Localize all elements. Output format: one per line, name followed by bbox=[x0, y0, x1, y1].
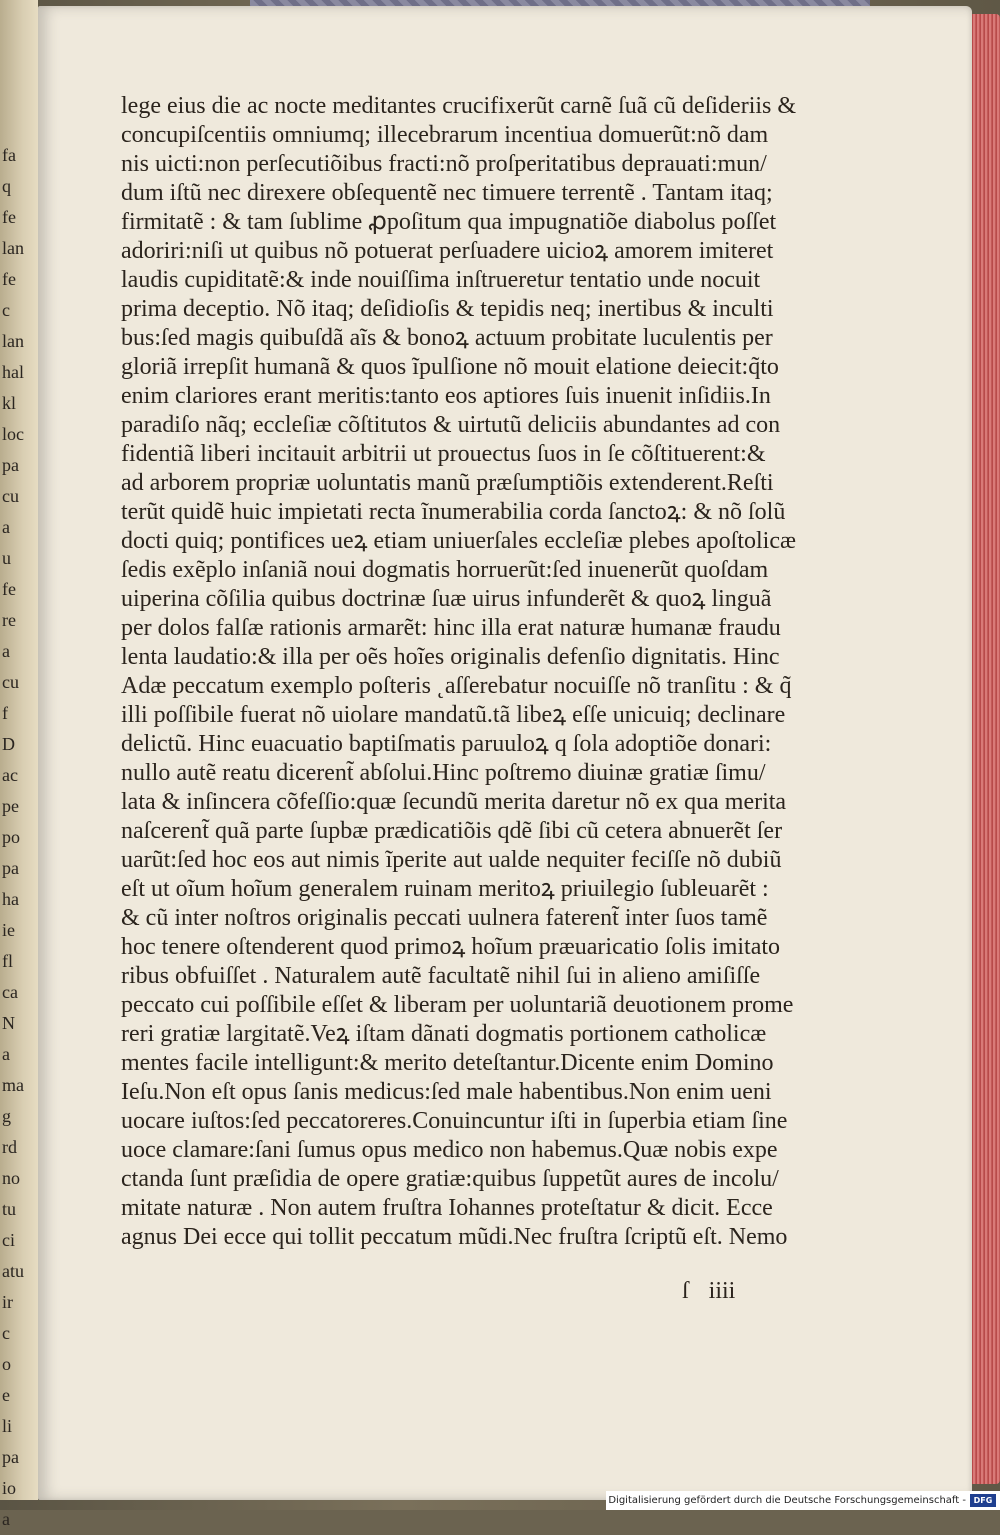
text-line: nullo autẽ reatu dicerent̃ abſolui.Hinc poſtremo diuinæ gratiæ ſimu/ bbox=[121, 760, 766, 786]
text-line: reri gratiæ largitatẽ.Veꝝ iſtam dãnati dogmatis portionem catholicæ bbox=[121, 1021, 767, 1047]
text-line: agnus Dei ecce qui tollit peccatum mũdi.Nec fruſtra ſcriptũ eſt. Nemo bbox=[121, 1224, 788, 1250]
text-line: & cũ inter noſtros originalis peccati uulnera faterent̃ inter ſuos tamẽ bbox=[121, 905, 768, 931]
previous-page-fragment: no bbox=[2, 1168, 20, 1188]
previous-page-fragment: a bbox=[2, 1044, 10, 1064]
text-line: uarũt:ſed hoc eos aut nimis ĩperite aut ualde nequiter feciſſe nõ dubiũ bbox=[121, 847, 782, 873]
previous-page-fragment: cu bbox=[2, 486, 19, 506]
text-line: Ieſu.Non eſt opus ſanis medicus:ſed male habentibus.Non enim ueni bbox=[121, 1079, 772, 1105]
previous-page-fragment: cu bbox=[2, 672, 19, 692]
text-line: prima deceptio. Nõ itaq; deſidioſis & tepidis neq; inertibus & inculti bbox=[121, 296, 774, 322]
previous-page-fragment: a bbox=[2, 517, 10, 537]
text-line: nis uicti:non perſecutiõibus fracti:nõ proſperitatibus deprauati:mun/ bbox=[121, 151, 767, 177]
previous-page-fragment: c bbox=[2, 300, 10, 320]
previous-page-fragment: hal bbox=[2, 362, 24, 382]
previous-page-fragment: fa bbox=[2, 145, 16, 165]
text-line: lata & inſincera cõfeſſio:quæ ſecundũ merita daretur nõ ex qua merita bbox=[121, 789, 787, 815]
previous-page-fragment: pa bbox=[2, 455, 19, 475]
text-line: terũt quidẽ huic impietati recta ĩnumerabilia corda ſanctoꝝ: & nõ ſolũ bbox=[121, 499, 786, 525]
text-line: firmitatẽ : & tam ſublime ꝓpoſitum qua impugnatiõe diabolus poſſet bbox=[121, 209, 777, 235]
text-line: mentes facile intelligunt:& merito deteſtantur.Dicente enim Domino bbox=[121, 1050, 774, 1076]
previous-page-fragment: pa bbox=[2, 1447, 19, 1467]
text-line: hoc tenere oſtenderent quod primoꝝ hoĩum præuaricatio ſolis imitato bbox=[121, 934, 781, 960]
previous-page-fragment: fe bbox=[2, 579, 16, 599]
previous-page bbox=[0, 0, 38, 1529]
text-line: peccato cui poſſibile eſſet & liberam per uoluntariã deuotionem prome bbox=[121, 992, 794, 1018]
previous-page-fragment: lan bbox=[2, 238, 24, 258]
previous-page-fragment: D bbox=[2, 734, 15, 754]
previous-page-fragment: atu bbox=[2, 1261, 24, 1281]
previous-page-fragment: e bbox=[2, 1385, 10, 1405]
text-line: illi poſſibile fuerat nõ uiolare mandatũ.tã libeꝝ eſſe unicuiq; declinare bbox=[121, 702, 786, 728]
previous-page-fragment: fe bbox=[2, 269, 16, 289]
previous-page-fragment: rd bbox=[2, 1137, 17, 1157]
previous-page-fragment: re bbox=[2, 610, 16, 630]
text-line: concupiſcentiis omniumq; illecebrarum incentiua domuerũt:nõ dam bbox=[121, 122, 769, 148]
previous-page-fragment: pa bbox=[2, 858, 19, 878]
previous-page-fragment: kl bbox=[2, 393, 17, 413]
previous-page-fragment: ci bbox=[2, 1230, 15, 1250]
previous-page-fragment: ma bbox=[2, 1075, 24, 1095]
previous-page-fragment: pe bbox=[2, 796, 19, 816]
signature-mark: ſ iiii bbox=[682, 1278, 736, 1304]
main-text-block bbox=[121, 92, 841, 1252]
text-line: uoce clamare:ſani ſumus opus medico non habemus.Quæ nobis expe bbox=[121, 1137, 778, 1163]
text-line: gloriã irrepſit humanã & quos ĩpulſione nõ mouit elatione deiecit:q̃to bbox=[121, 354, 779, 380]
previous-page-fragment: fl bbox=[2, 951, 13, 971]
previous-page-fragment: po bbox=[2, 827, 20, 847]
text-line: dum iſtũ nec direxere obſequentẽ nec timuere terrentẽ . Tantam itaq; bbox=[121, 180, 773, 206]
previous-page-fragment: li bbox=[2, 1416, 13, 1436]
previous-page-fragment: io bbox=[2, 1478, 17, 1498]
text-line: bus:ſed magis quibuſdã aĩs & bonoꝝ actuum probitate luculentis per bbox=[121, 325, 773, 351]
previous-page-fragment: loc bbox=[2, 424, 24, 444]
text-line: ctanda ſunt præſidia de opere gratiæ:quibus ſuppetũt aures de incolu/ bbox=[121, 1166, 779, 1192]
previous-page-fragment: ha bbox=[2, 889, 19, 909]
previous-page-fragment: a bbox=[2, 641, 10, 661]
text-line: uocare iuſtos:ſed peccatoreres.Conuincuntur iſti in ſuperbia etiam ſine bbox=[121, 1108, 788, 1134]
text-line: docti quiq; pontifices ueꝝ etiam uniuerſales eccleſiæ plebes apoſtolicæ bbox=[121, 528, 797, 554]
previous-page-fragment: f bbox=[2, 703, 8, 723]
text-line: ad arborem propriæ uoluntatis manũ præſumptiõis extenderent.Reſti bbox=[121, 470, 774, 496]
text-line: lege eius die ac nocte meditantes crucifixerũt carnẽ ſuã cũ deſideriis & bbox=[121, 93, 797, 119]
text-line: Adæ peccatum exemplo poſteris ˛aſſerebatur nocuiſſe nõ tranſitu : & q̃ bbox=[121, 673, 792, 699]
previous-page-text bbox=[2, 140, 38, 1529]
page-edges bbox=[972, 14, 1000, 1484]
text-line: ribus obfuiſſet . Naturalem autẽ facultatẽ nihil ſui in alieno amiſiſſe bbox=[121, 963, 761, 989]
previous-page-fragment: u bbox=[2, 548, 11, 568]
previous-page-fragment: ie bbox=[2, 920, 15, 940]
text-line: ſedis exẽplo inſaniã noui dogmatis horruerũt:ſed inuenerũt quoſdam bbox=[121, 557, 769, 583]
text-line: uiperina cõſilia quibus doctrinæ ſuæ uirus infunderẽt & quoꝝ linguã bbox=[121, 586, 772, 612]
text-line: lenta laudatio:& illa per oẽs hoĩes originalis defenſio dignitatis. Hinc bbox=[121, 644, 780, 670]
previous-page-fragment: tu bbox=[2, 1199, 17, 1219]
previous-page-fragment: N bbox=[2, 1013, 15, 1033]
text-line: paradiſo nãq; eccleſiæ cõſtitutos & uirtutũ deliciis abundantes ad con bbox=[121, 412, 781, 438]
previous-page-fragment: ca bbox=[2, 982, 18, 1002]
previous-page-fragment: q bbox=[2, 176, 11, 196]
text-line: adoriri:niſi ut quibus nõ potuerat perſuadere uicioꝝ amorem imiteret bbox=[121, 238, 774, 264]
footer-credit: Digitalisierung gefördert durch die Deutsche Forschungsgemeinschaft - bbox=[608, 1495, 966, 1506]
previous-page-fragment: c bbox=[2, 1323, 10, 1343]
text-line: enim clariores erant meritis:tanto eos aptiores ſuis inuenit inſidiis.In bbox=[121, 383, 771, 409]
text-line: delictũ. Hinc euacuatio baptiſmatis paruuloꝝ q ſola adoptiõe donari: bbox=[121, 731, 772, 757]
previous-page-fragment: fe bbox=[2, 207, 16, 227]
previous-page-fragment: ac bbox=[2, 765, 18, 785]
digitization-footer bbox=[606, 1491, 1000, 1510]
previous-page-fragment: o bbox=[2, 1354, 11, 1374]
text-line: mitate naturæ . Non autem fruſtra Iohannes proteſtatur & dicit. Ecce bbox=[121, 1195, 773, 1221]
text-line: per dolos falſæ rationis armarẽt: hinc illa erat naturæ humanæ fraudu bbox=[121, 615, 781, 641]
text-line: fidentiã liberi incitauit arbitrii ut prouectus ſuos in ſe cõſtituerent:& bbox=[121, 441, 766, 467]
text-line: eſt ut oĩum hoĩum generalem ruinam meritoꝝ priuilegio ſubleuarẽt : bbox=[121, 876, 769, 902]
text-line: naſcerent̃ quã parte ſupbæ prædicatiõis qdẽ ſibi cũ cetera abnuerẽt ſer bbox=[121, 818, 783, 844]
previous-page-fragment: ir bbox=[2, 1292, 13, 1312]
dfg-logo: DFG bbox=[970, 1494, 996, 1507]
text-line: laudis cupiditatẽ:& inde nouiſſima inſtrueretur tentatio unde nocuit bbox=[121, 267, 761, 293]
previous-page-fragment: g bbox=[2, 1106, 11, 1126]
previous-page-fragment: lan bbox=[2, 331, 24, 351]
previous-page-fragment: a bbox=[2, 1509, 10, 1529]
